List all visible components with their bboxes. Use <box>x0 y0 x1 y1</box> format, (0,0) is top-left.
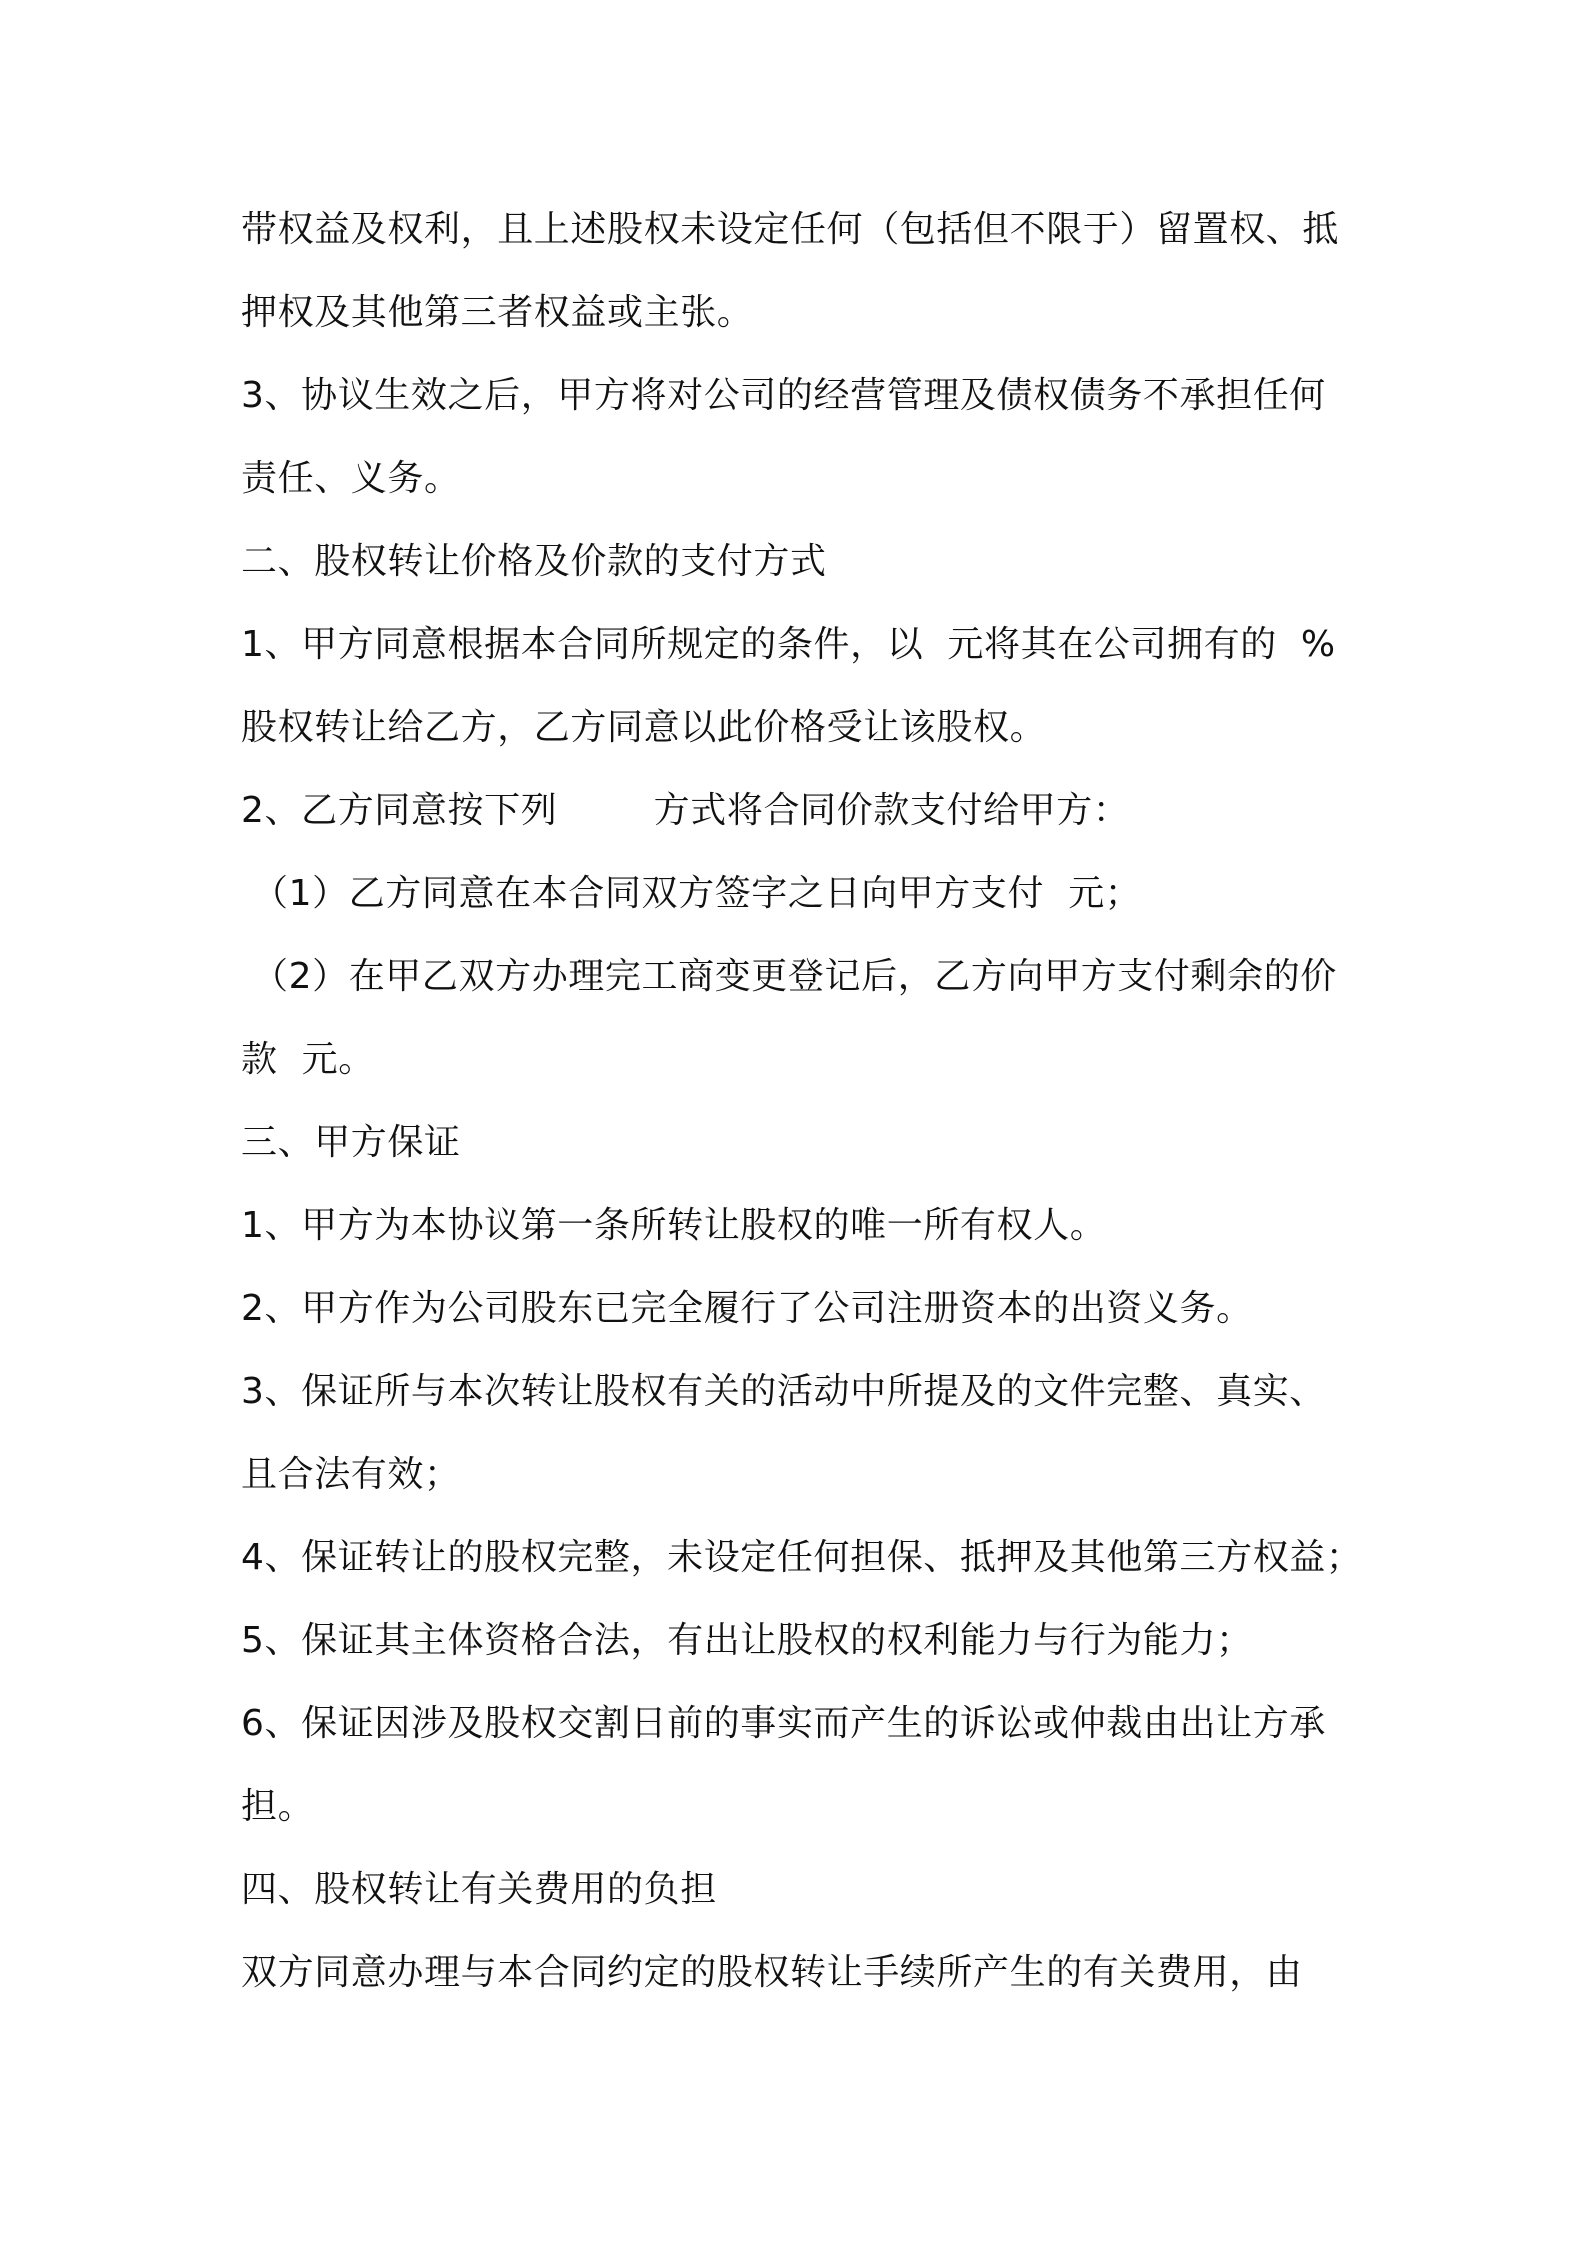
text-line: 双方同意办理与本合同约定的股权转让手续所产生的有关费用，由 <box>241 1952 1303 1993</box>
text-line: 款 元。 <box>241 1039 375 1080</box>
section-heading: 二、股权转让价格及价款的支付方式 <box>241 541 827 582</box>
text-line: 5、保证其主体资格合法，有出让股权的权利能力与行为能力； <box>241 1620 1253 1661</box>
text-line: 6、保证因涉及股权交割日前的事实而产生的诉讼或仲裁由出让方承 <box>241 1703 1326 1744</box>
text-line: 2、甲方作为公司股东已完全履行了公司注册资本的出资义务。 <box>241 1288 1253 1329</box>
text-line: 1、甲方同意根据本合同所规定的条件，以 元将其在公司拥有的 % <box>241 624 1336 665</box>
text-line: （1）乙方同意在本合同双方签字之日向甲方支付 元； <box>252 873 1142 914</box>
text-line: 股权转让给乙方，乙方同意以此价格受让该股权。 <box>241 707 1047 748</box>
text-line: 3、保证所与本次转让股权有关的活动中所提及的文件完整、真实、 <box>241 1371 1326 1412</box>
text-line: （2）在甲乙双方办理完工商变更登记后，乙方向甲方支付剩余的价 <box>252 956 1337 997</box>
section-heading: 四、股权转让有关费用的负担 <box>241 1869 717 1910</box>
text-line: 带权益及权利，且上述股权未设定任何（包括但不限于）留置权、抵 <box>241 209 1340 250</box>
text-line: 且合法有效； <box>241 1454 461 1495</box>
text-line: 4、保证转让的股权完整，未设定任何担保、抵押及其他第三方权益； <box>241 1537 1363 1578</box>
text-line: 3、协议生效之后，甲方将对公司的经营管理及债权债务不承担任何 <box>241 375 1326 416</box>
text-line: 2、乙方同意按下列 方式将合同价款支付给甲方： <box>241 790 1130 831</box>
text-line: 责任、义务。 <box>241 458 461 499</box>
text-line: 押权及其他第三者权益或主张。 <box>241 292 754 333</box>
section-heading: 三、甲方保证 <box>241 1122 461 1163</box>
text-line: 担。 <box>241 1786 315 1827</box>
text-line: 1、甲方为本协议第一条所转让股权的唯一所有权人。 <box>241 1205 1107 1246</box>
